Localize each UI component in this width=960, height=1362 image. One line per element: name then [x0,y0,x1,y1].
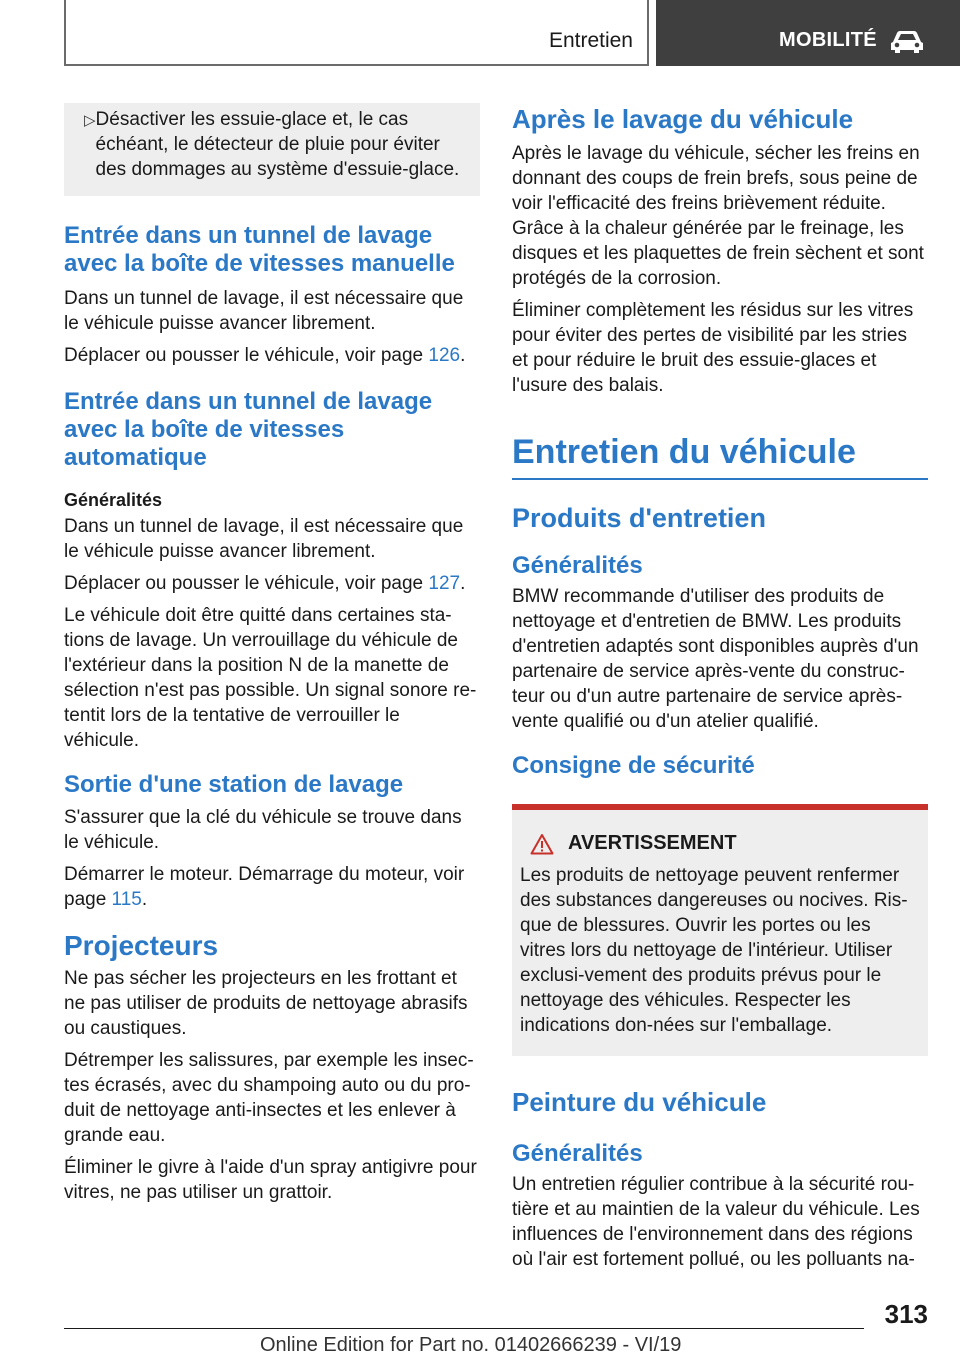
heading-automatic-gearbox: Entrée dans un tunnel de lavage avec la boîte de vitesses automatique [64,388,433,471]
subheading-general: Généralités [512,552,643,579]
note-box [64,103,480,196]
left-column [64,103,480,1212]
paragraph: Déplacer ou pousser le véhicule, voir page 126. [64,345,466,366]
heading-care-products: Produits d'entretien [512,503,766,533]
paragraph: Ne pas sécher les projecteurs en les frottant et ne pas utiliser de produits de nettoyage abrasifs ou caustiques. [64,968,468,1039]
footer-edition: Online Edition for Part no. 01402666239 - VI/19 [260,1334,682,1356]
right-column [512,103,928,1279]
heading-vehicle-paint: Peinture du véhicule [512,1087,767,1117]
paragraph: Éliminer le givre à l'aide d'un spray antigivre pour vitres, ne pas utiliser un grattoir. [64,1157,477,1203]
subheading-general: Généralités [512,1140,643,1167]
paragraph: Déplacer ou pousser le véhicule, voir page 127. [64,573,466,594]
note-text: Désactiver les essuie-glace et, le cas échéant, le détecteur de pluie pour éviter des dommages au système d'essuie-glace. [95,109,460,180]
paragraph: S'assurer que la clé du véhicule se trouve dans le véhicule. [64,807,462,853]
page-link[interactable]: 127 [428,573,461,594]
subheading-general: Généralités [64,490,163,510]
heading-exit-wash: Sortie d'une station de lavage [64,771,404,798]
car-icon [889,28,925,54]
paragraph: Détremper les salissures, par exemple les insec-tes écrasés, avec du shampoing auto ou du pro-duit de nettoyage anti-insectes et les enlever à grande eau. [64,1050,474,1146]
paragraph: Éliminer complètement les résidus sur les vitres pour éviter des pertes de visibilité par les stries et pour réduire le bruit des essuie-glaces et l'usure des balais. [512,300,914,396]
page-link[interactable]: 126 [428,345,461,366]
paragraph: Un entretien régulier contribue à la sécurité rou-tière et au maintien de la valeur du véhicule. Les influences de l'environnement dans des régions où l'air est fortement pollué, ou les polluants na- [512,1174,920,1270]
page-number: 313 [884,1299,928,1329]
header-section-box [64,0,649,66]
warning-triangle-icon [530,833,554,855]
heading-vehicle-care: Entretien du véhicule [512,432,928,480]
footer-divider [64,1328,864,1329]
header-chapter-title: MOBILITÉ [779,29,877,51]
list-bullet-icon: ▷ [84,112,96,129]
heading-after-wash: Après le lavage du véhicule [512,104,854,134]
page-link[interactable]: 115 [111,889,142,910]
heading-safety-note: Consigne de sécurité [512,752,755,779]
paragraph: Après le lavage du véhicule, sécher les freins en donnant des coups de frein brefs, sous peine de voir l'efficacité des freins brièvement réduite. Grâce à la chaleur générée par le freinage, les disques et les plaquettes de frein sèchent et sont protégés de la corrosion. [512,143,924,289]
paragraph: Le véhicule doit être quitté dans certaines sta-tions de lavage. Un verrouillage du véhicule de l'extérieur dans la position N de la manette de sélection n'est pas possible. Un signal sonore re-tentit lors de la tentative de verrouiller le véhicule. [64,605,477,751]
warning-box [512,804,928,1056]
header-section-title: Entretien [548,29,633,52]
paragraph: Dans un tunnel de lavage, il est nécessaire que le véhicule puisse avancer librement. [64,288,464,334]
paragraph: Dans un tunnel de lavage, il est nécessaire que le véhicule puisse avancer librement. [64,516,464,562]
warning-title: AVERTISSEMENT [520,832,920,855]
heading-headlights: Projecteurs [64,930,219,961]
warning-text: Les produits de nettoyage peuvent renfermer des substances dangereuses ou nocives. Ris-que de blessures. Ouvrir les portes ou les vitres lors du nettoyage de l'intérieur. Utiliser exclusi-vement des produits prévus pour le nettoyage des véhicules. Respecter les indications don-nées sur l'emballage. [520,865,908,1036]
paragraph: Démarrer le moteur. Démarrage du moteur, voir page 115. [64,864,465,910]
heading-manual-gearbox: Entrée dans un tunnel de lavage avec la boîte de vitesses manuelle [64,222,455,277]
paragraph: BMW recommande d'utiliser des produits de nettoyage et d'entretien de BMW. Les produits d'entretien adaptés sont disponibles auprès d'un partenaire de service après-vente du construc-teur ou d'un autre partenaire de service après-vente qualifié ou d'un atelier qualifié. [512,586,919,732]
header-chapter-box [656,0,960,66]
